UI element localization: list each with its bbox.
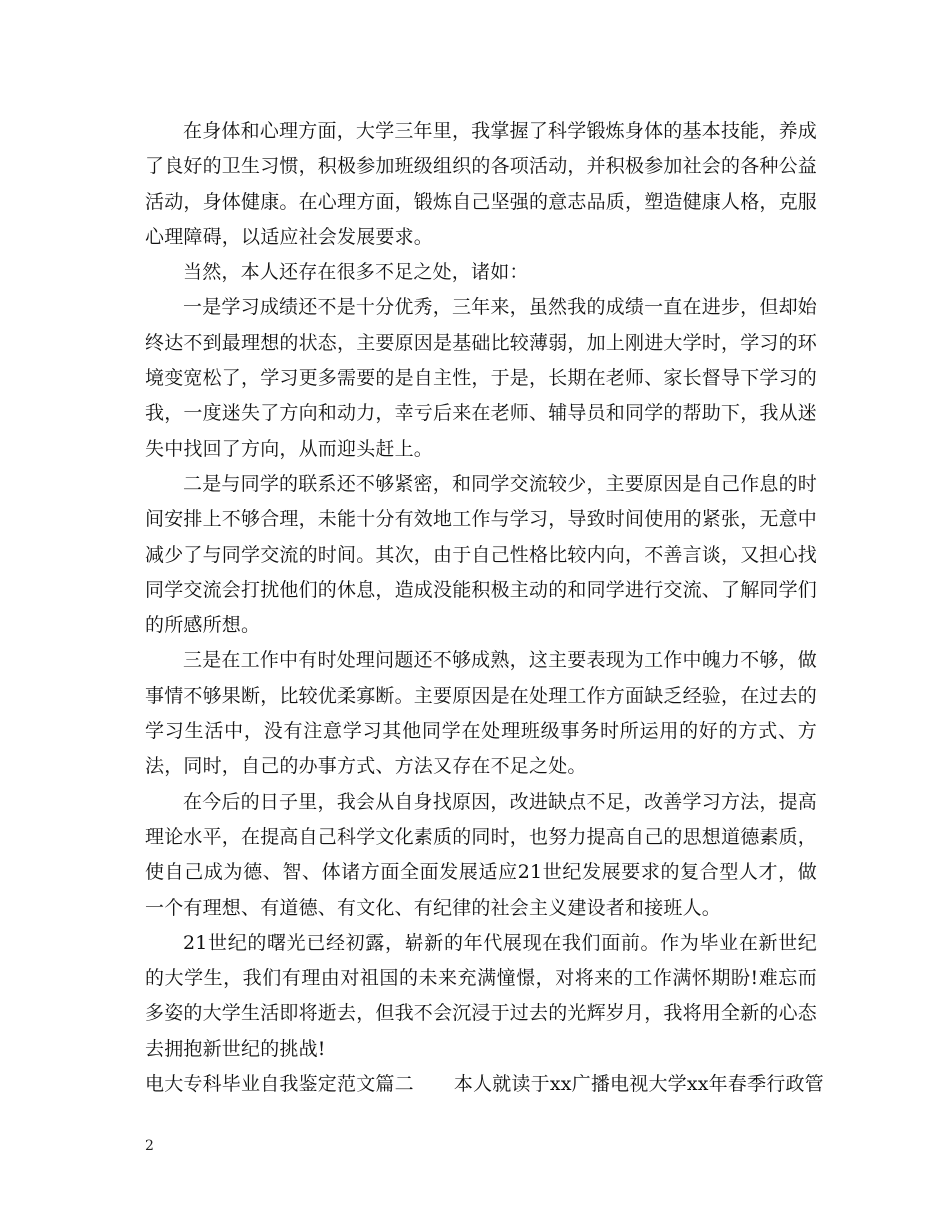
page-number: 2	[145, 1138, 154, 1154]
section-intro: 本人就读于xx广播电视大学xx年春季行政管	[453, 1073, 824, 1096]
paragraph-new-century: 21世纪的曙光已经初露，崭新的年代展现在我们面前。作为毕业在新世纪的大学生，我们有理由对祖国的未来充满憧憬，对将来的工作满怀期盼!难忘而多姿的大学生活即将逝去，但我不会沉浸于过去的光辉岁月，我将用全新的心态去拥抱新世纪的挑战!	[145, 931, 818, 1060]
paragraph-physical-mental: 在身体和心理方面，大学三年里，我掌握了科学锻炼身体的基本技能，养成了良好的卫生习惯，积极参加班级组织的各项活动，并积极参加社会的各种公益活动，身体健康。在心理方面，锻炼自己坚强的意志品质，塑造健康人格，克服心理障碍，以适应社会发展要求。	[145, 120, 818, 248]
paragraph-shortcomings-intro: 当然，本人还存在很多不足之处，诸如：	[183, 261, 529, 284]
section-heading-line	[145, 1067, 824, 1102]
document-body	[145, 114, 824, 1102]
paragraph-shortcoming-study: 一是学习成绩还不是十分优秀，三年来，虽然我的成绩一直在进步，但却始终达不到最理想的状态，主要原因是基础比较薄弱，加上刚进大学时，学习的环境变宽松了，学习更多需要的是自主性，于是，长期在老师、家长督导下学习的我，一度迷失了方向和动力，幸亏后来在老师、辅导员和同学的帮助下，我从迷失中找回了方向，从而迎头赶上。	[145, 296, 818, 460]
section-heading: 电大专科毕业自我鉴定范文篇二	[145, 1073, 414, 1096]
paragraph-shortcoming-communication: 二是与同学的联系还不够紧密，和同学交流较少，主要原因是自己作息的时间安排上不够合理，未能十分有效地工作与学习，导致时间使用的紧张，无意中减少了与同学交流的时间。其次，由于自己性格比较内向，不善言谈，又担心找同学交流会打扰他们的休息，造成没能积极主动的和同学进行交流、了解同学们的所感所想。	[145, 472, 818, 637]
paragraph-shortcoming-work: 三是在工作中有时处理问题还不够成熟，这主要表现为工作中魄力不够，做事情不够果断，比较优柔寡断。主要原因是在处理工作方面缺乏经验，在过去的学习生活中，没有注意学习其他同学在处理班级事务时所运用的好的方式、方法，同时，自己的办事方式、方法又存在不足之处。	[145, 649, 818, 778]
paragraph-future-plans: 在今后的日子里，我会从自身找原因，改进缺点不足，改善学习方法，提高理论水平，在提高自己科学文化素质的同时，也努力提高自己的思想道德素质，使自己成为德、智、体诸方面全面发展适应21世纪发展要求的复合型人才，做一个有理想、有道德、有文化、有纪律的社会主义建设者和接班人。	[145, 790, 818, 919]
